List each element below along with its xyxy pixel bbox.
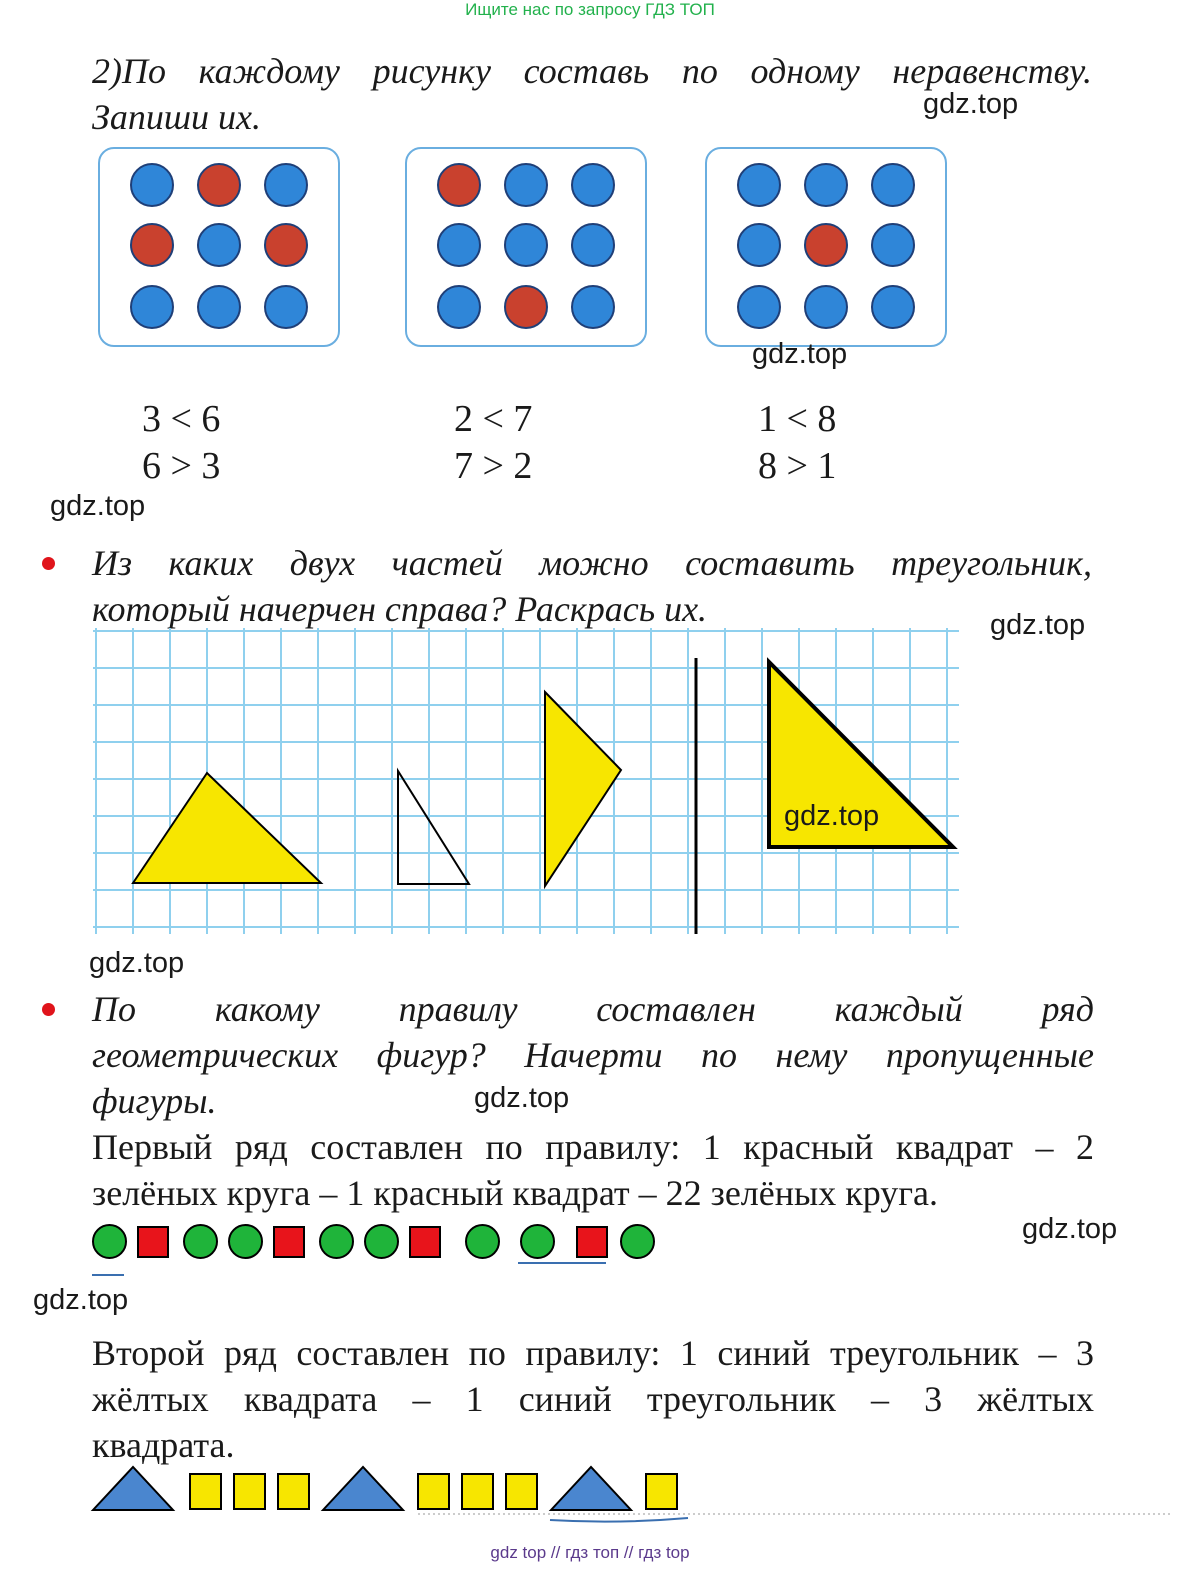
blue-dot — [197, 285, 241, 329]
blue-dot — [130, 163, 174, 207]
blue-dot — [197, 223, 241, 267]
watermark: gdz.top — [923, 88, 1019, 120]
blue-dot — [871, 223, 915, 267]
yellow-square — [646, 1474, 677, 1509]
blue-dot — [264, 163, 308, 207]
blue-triangle — [93, 1467, 173, 1510]
underline — [92, 1274, 124, 1276]
green-circle — [319, 1224, 354, 1259]
blue-dot — [804, 285, 848, 329]
watermark: gdz.top — [50, 490, 146, 522]
red-dot — [437, 163, 481, 207]
footer: gdz top // гдз топ // гдз top — [490, 1543, 690, 1562]
top-banner: Ищите нас по запросу ГДЗ ТОП — [465, 0, 715, 19]
row1-text-line1: Первый ряд составлен по правилу: 1 красный квадрат – 2 — [92, 1127, 1094, 1167]
green-circle — [364, 1224, 399, 1259]
red-square — [576, 1226, 608, 1258]
red-dot — [504, 285, 548, 329]
green-circle — [465, 1224, 500, 1259]
row2-text-line1: Второй ряд составлен по правилу: 1 синий треугольник – 3 — [92, 1333, 1094, 1373]
blue-triangle — [323, 1467, 403, 1510]
pattern-task-line2: геометрических фигур? Начерти по нему пропущенные — [92, 1035, 1094, 1075]
watermark: gdz.top — [33, 1284, 129, 1316]
blue-dot — [264, 285, 308, 329]
blue-dot — [571, 223, 615, 267]
inequality-2a: 2 < 7 — [454, 398, 533, 440]
blue-dot — [571, 285, 615, 329]
inequality-2b: 7 > 2 — [454, 445, 533, 487]
blue-dot — [737, 285, 781, 329]
red-square — [137, 1226, 169, 1258]
red-dot — [264, 223, 308, 267]
inequality-1b: 6 > 3 — [142, 445, 221, 487]
dot-grid-box — [705, 147, 947, 347]
watermark: gdz.top — [784, 800, 880, 832]
row1-text-line2: зелёных круга – 1 красный квадрат – 22 зелёных круга. — [92, 1173, 938, 1213]
green-circle — [183, 1224, 218, 1259]
dot-grid-box — [98, 147, 340, 347]
watermark: gdz.top — [1022, 1213, 1118, 1245]
watermark: gdz.top — [752, 338, 848, 370]
red-dot — [197, 163, 241, 207]
blue-dot — [504, 223, 548, 267]
yellow-square — [278, 1474, 309, 1509]
green-circle — [228, 1224, 263, 1259]
red-square — [273, 1226, 305, 1258]
blue-dot — [871, 285, 915, 329]
bullet — [42, 557, 55, 570]
task2-line1: 2)По каждому рисунку составь по одному неравенству. — [92, 51, 1092, 91]
yellow-square — [418, 1474, 449, 1509]
blue-dot — [504, 163, 548, 207]
row2-text-line3: квадрата. — [92, 1425, 235, 1465]
blue-dot — [437, 285, 481, 329]
inequality-3a: 1 < 8 — [758, 398, 837, 440]
yellow-triangle-part-2 — [545, 692, 621, 886]
underline — [550, 1518, 688, 1522]
blue-dot — [871, 163, 915, 207]
blue-triangle — [551, 1467, 631, 1510]
triangle-task-line2: который начерчен справа? Раскрась их. — [92, 589, 708, 629]
red-dot — [130, 223, 174, 267]
red-dot — [804, 223, 848, 267]
row2-text-line2: жёлтых квадрата – 1 синий треугольник – 3 жёлтых — [92, 1379, 1094, 1419]
yellow-square — [506, 1474, 537, 1509]
underline — [518, 1262, 606, 1264]
watermark: gdz.top — [89, 947, 185, 979]
inequality-3b: 8 > 1 — [758, 445, 837, 487]
blue-dot — [437, 223, 481, 267]
blue-dot — [737, 163, 781, 207]
pattern-task-line1: По какому правилу составлен каждый ряд — [92, 989, 1094, 1029]
red-square — [409, 1226, 441, 1258]
triangle-grid — [93, 628, 959, 934]
yellow-triangle-part-1 — [133, 773, 321, 883]
yellow-square — [234, 1474, 265, 1509]
triangle-task-line1: Из каких двух частей можно составить треугольник, — [92, 543, 1092, 583]
row2-sequence — [88, 1460, 1180, 1530]
green-circle — [620, 1224, 655, 1259]
blue-dot — [571, 163, 615, 207]
watermark: gdz.top — [474, 1082, 570, 1114]
pattern-task-line3: фигуры. — [92, 1081, 217, 1121]
green-circle — [520, 1224, 555, 1259]
watermark: gdz.top — [990, 609, 1086, 641]
task2-line2: Запиши их. — [92, 97, 261, 137]
yellow-square — [462, 1474, 493, 1509]
dot-grid-box — [405, 147, 647, 347]
outline-triangle — [398, 771, 469, 884]
blue-dot — [804, 163, 848, 207]
green-circle — [92, 1224, 127, 1259]
bullet — [42, 1003, 55, 1016]
blue-dot — [737, 223, 781, 267]
inequality-1a: 3 < 6 — [142, 398, 221, 440]
blue-dot — [130, 285, 174, 329]
yellow-square — [190, 1474, 221, 1509]
